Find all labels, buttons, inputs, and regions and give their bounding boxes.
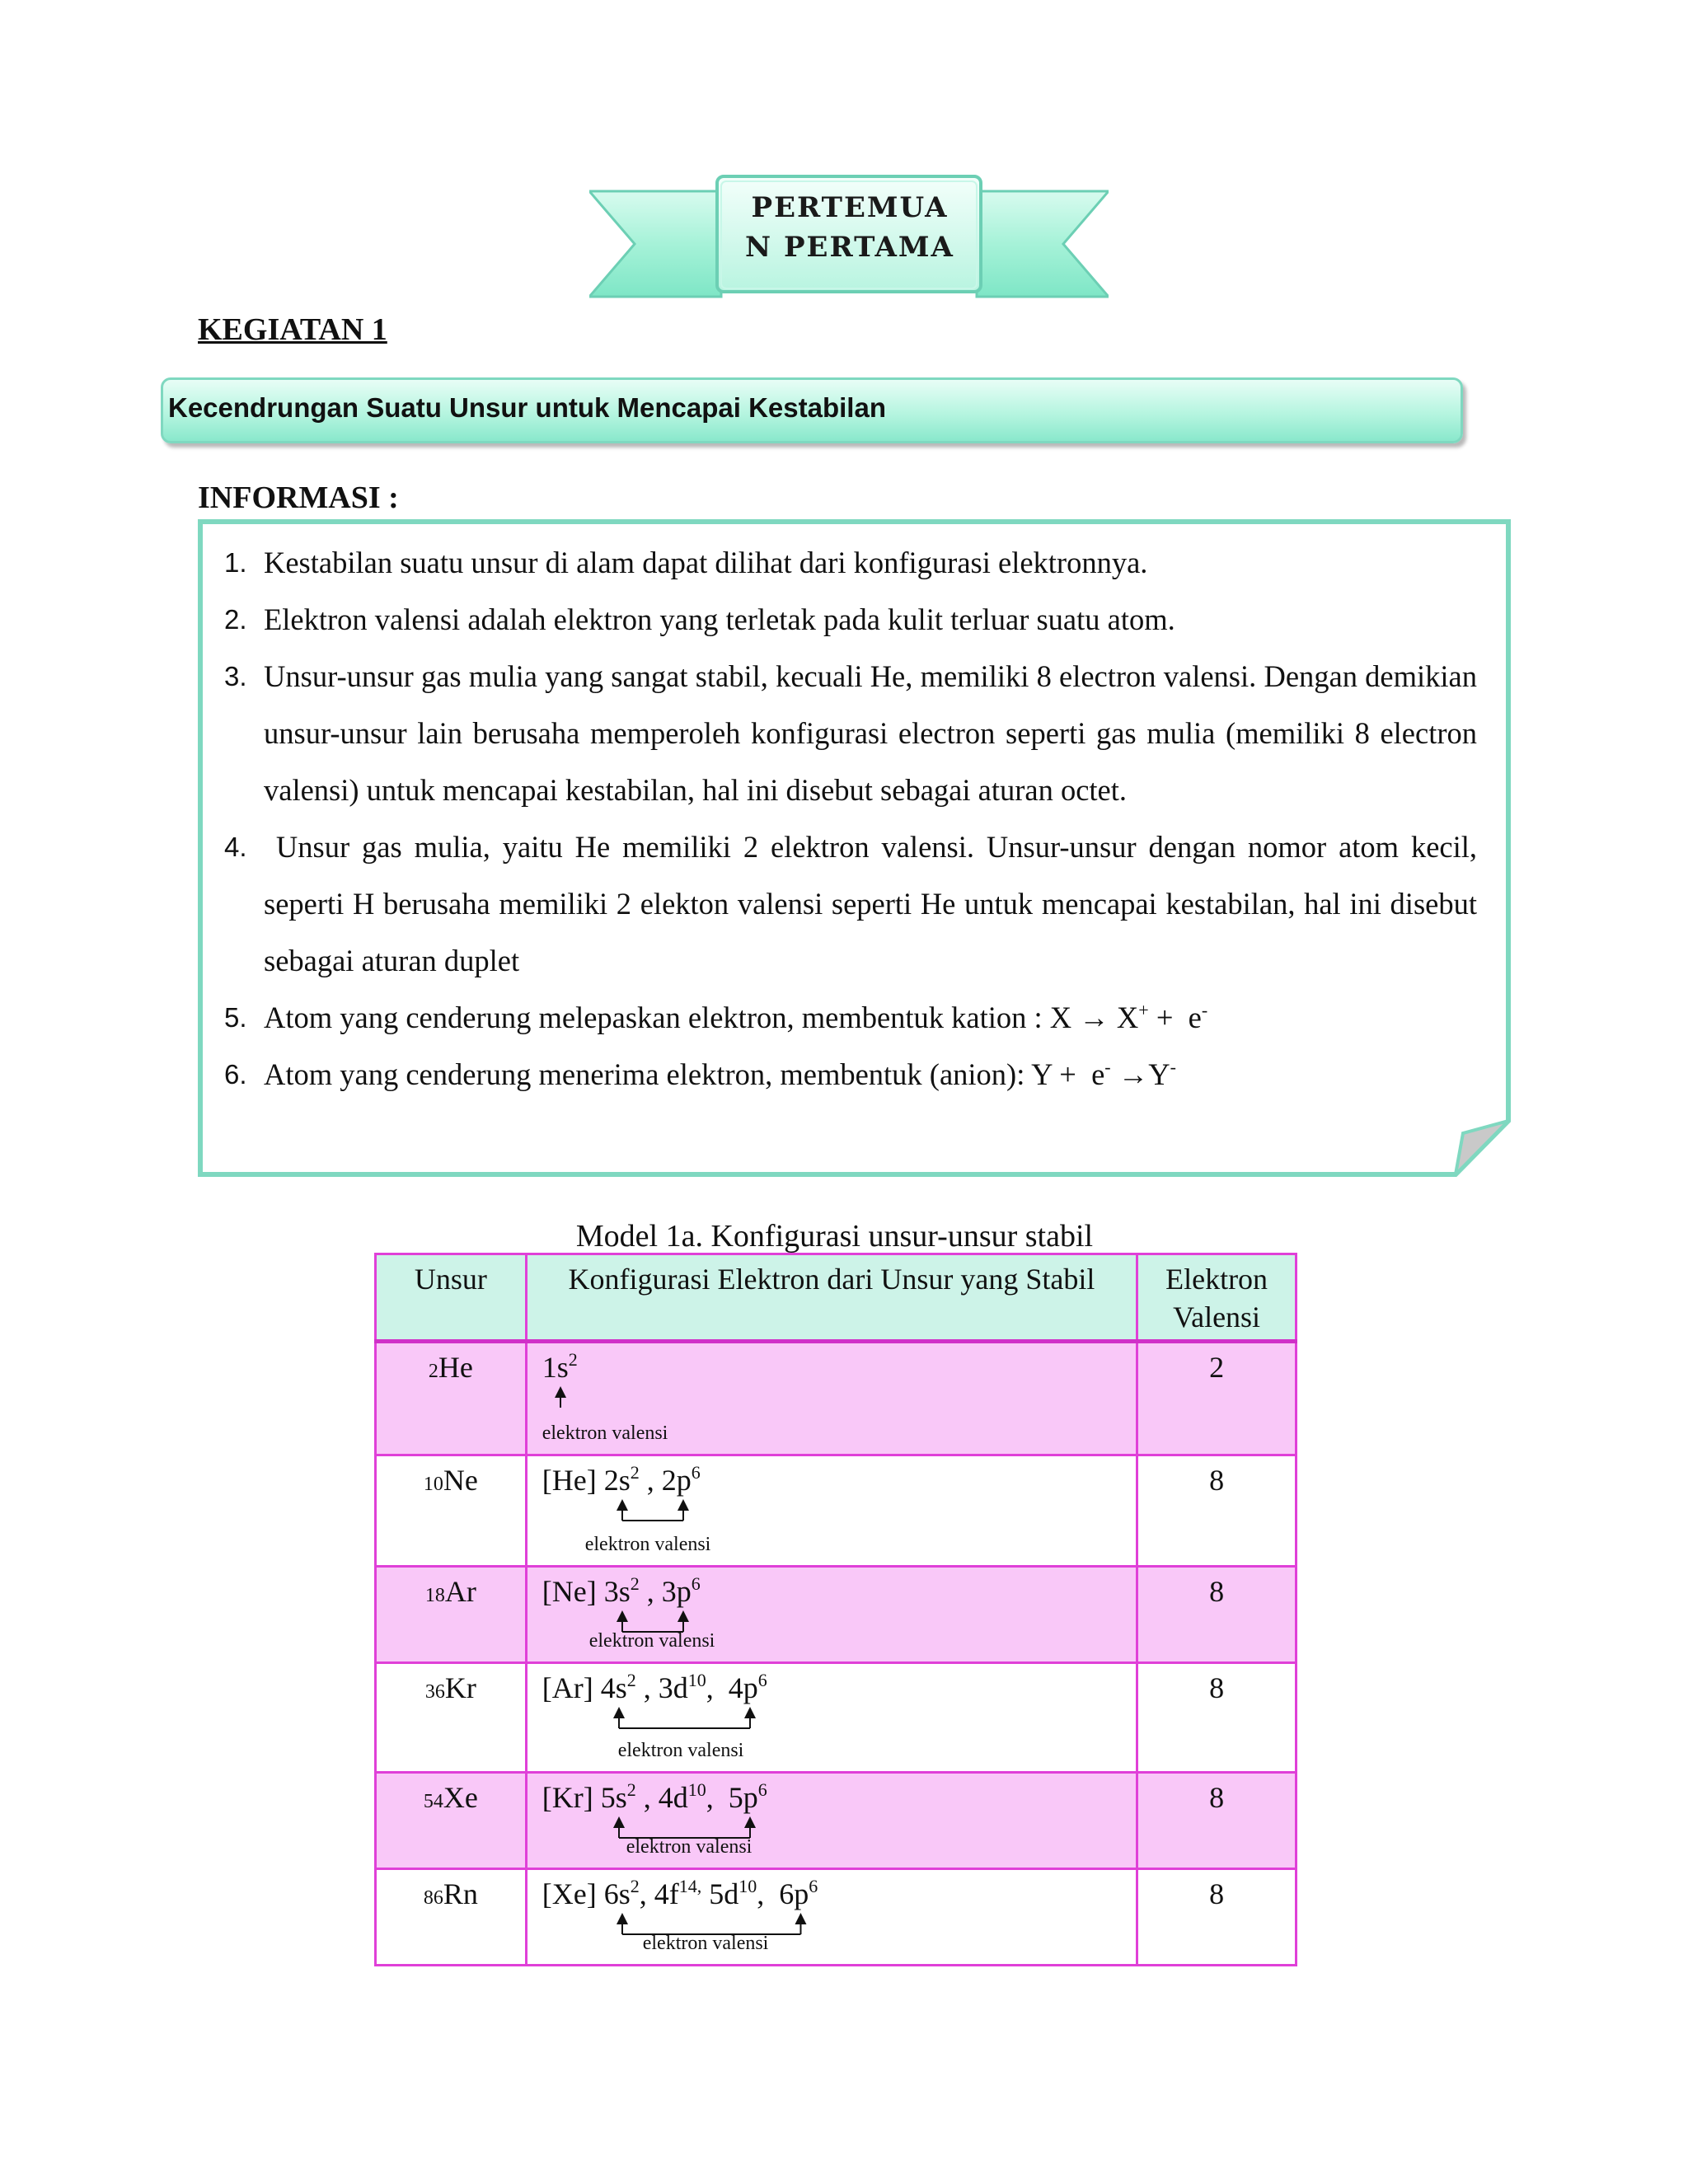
atomic-number: 10: [423, 1474, 443, 1495]
valence-count-cell: 8: [1137, 1773, 1296, 1869]
info-item-text: Atom yang cenderung melepaskan elektron, membentuk kation : X: [264, 1001, 1080, 1034]
charge-superscript: -: [1201, 1000, 1208, 1020]
valence-electron-label: elektron valensi: [588, 1630, 715, 1652]
electron-configuration: [Xe] $6s^2$, $4f^{14,}$ $5d^{10}$, $6p^6$: [542, 1876, 818, 1910]
banner-title: [727, 188, 973, 285]
element-symbol: Kr: [444, 1671, 476, 1704]
info-item-number: 2.: [224, 604, 247, 635]
info-item-text: Kestabilan suatu unsur di alam dapat dilihat dari konfigurasi elektronnya.: [264, 546, 1148, 579]
element-symbol: He: [438, 1351, 473, 1384]
info-item: [224, 534, 1477, 591]
configuration-cell: [526, 1663, 1137, 1773]
information-label: INFORMASI :: [198, 480, 399, 515]
info-item: [224, 591, 1477, 648]
charge-superscript: -: [1104, 1057, 1111, 1077]
configuration-cell: [526, 1773, 1137, 1869]
information-list: [224, 534, 1485, 1103]
anion-symbol: Y: [1148, 1057, 1170, 1091]
configuration-cell: [526, 1567, 1137, 1663]
atomic-number: 2: [428, 1361, 438, 1382]
valence-electron-label: elektron valensi: [626, 1836, 753, 1858]
electron-configuration: [Kr] $5s^2$ , $4d^{10}$, $5p^6$: [542, 1779, 767, 1814]
topic-heading: Kecendrungan Suatu Unsur untuk Mencapai Kestabilan: [168, 392, 886, 423]
configuration-cell: [526, 1869, 1137, 1966]
electron-term: + e: [1148, 1001, 1202, 1034]
info-item-text: Unsur-unsur gas mulia yang sangat stabil, kecuali He, memiliki 8 electron valensi. Dengan demikian unsur-unsur lain berusaha memperoleh konfigurasi electron seperti gas mulia (memiliki 8 electron valensi) untuk mencapai kestabilan, hal ini disebut sebagai aturan octet.: [264, 659, 1477, 807]
charge-superscript: -: [1170, 1057, 1176, 1077]
valence-electron-label: elektron valensi: [617, 1740, 744, 1761]
info-item-text: Elektron valensi adalah elektron yang terletak pada kulit terluar suatu atom.: [264, 602, 1175, 636]
info-item-number: 3.: [224, 661, 247, 691]
info-item-text: Unsur gas mulia, yaitu He memiliki 2 elektron valensi. Unsur-unsur dengan nomor atom kecil, seperti H berusaha memiliki 2 elekton valensi seperti He untuk mencapai kestabilan, hal ini disebut sebagai aturan duplet: [264, 830, 1485, 977]
table-row: [376, 1342, 1296, 1455]
element-symbol: Ne: [443, 1464, 478, 1497]
valence-count-cell: 8: [1137, 1455, 1296, 1567]
header-configuration: Konfigurasi Elektron dari Unsur yang Stabil: [526, 1254, 1137, 1342]
banner-line-1: PERTEMUA: [751, 191, 949, 224]
table-row: [376, 1455, 1296, 1567]
configuration-cell: [526, 1455, 1137, 1567]
element-cell: [376, 1455, 527, 1567]
element-cell: [376, 1663, 527, 1773]
activity-title: KEGIATAN 1: [198, 312, 387, 347]
electron-configuration: [He] $2s^2$ , $2p^6$: [542, 1462, 701, 1497]
info-item-number: 4.: [224, 832, 247, 862]
table-row: [376, 1567, 1296, 1663]
info-item-number: 1.: [224, 547, 247, 578]
valence-count-cell: 2: [1137, 1342, 1296, 1455]
table-row: [376, 1869, 1296, 1966]
valence-count-cell: 8: [1137, 1869, 1296, 1966]
electron-configuration: [Ar] $4s^2$ , $3d^{10}$, $4p^6$: [542, 1670, 767, 1704]
atomic-number: 54: [423, 1791, 443, 1812]
valence-electron-label: elektron valensi: [542, 1422, 668, 1444]
table-row: [376, 1663, 1296, 1773]
configuration-cell: [526, 1342, 1137, 1455]
valence-count-cell: 8: [1137, 1567, 1296, 1663]
table-row: [376, 1773, 1296, 1869]
table-header-row: [376, 1254, 1296, 1342]
info-item: [224, 989, 1477, 1046]
element-cell: [376, 1342, 527, 1455]
atomic-number: 36: [424, 1681, 445, 1703]
arrow-icon: →: [1110, 1057, 1149, 1091]
info-item: [224, 818, 1485, 989]
element-symbol: Ar: [444, 1575, 476, 1608]
atomic-number: 86: [423, 1887, 443, 1909]
valence-electron-label: elektron valensi: [642, 1933, 769, 1954]
valence-electron-label: elektron valensi: [584, 1534, 711, 1555]
atomic-number: 18: [424, 1585, 445, 1606]
info-item-text: Atom yang cenderung menerima elektron, membentuk (anion): Y + e: [264, 1057, 1105, 1091]
element-symbol: Rn: [443, 1877, 478, 1910]
cation-symbol: X: [1109, 1001, 1139, 1034]
electron-configuration: $1s^2$: [542, 1349, 578, 1384]
element-cell: [376, 1773, 527, 1869]
info-item-number: 6.: [224, 1059, 247, 1090]
info-item-number: 5.: [224, 1002, 247, 1033]
electron-configuration: [Ne] $3s^2$ , $3p^6$: [542, 1573, 701, 1608]
configuration-table: [374, 1253, 1297, 1966]
header-valence: Elektron Valensi: [1137, 1254, 1296, 1342]
element-cell: [376, 1567, 527, 1663]
banner-line-2: N PERTAMA: [745, 231, 954, 264]
info-item: [224, 1046, 1477, 1103]
element-cell: [376, 1869, 527, 1966]
charge-superscript: +: [1138, 1000, 1149, 1020]
arrow-icon: →: [1079, 1001, 1109, 1034]
element-symbol: Xe: [443, 1781, 478, 1814]
header-element: Unsur: [376, 1254, 527, 1342]
table-caption: Model 1a. Konfigurasi unsur-unsur stabil: [575, 1219, 1094, 1254]
valence-count-cell: 8: [1137, 1663, 1296, 1773]
info-item: [224, 648, 1477, 818]
